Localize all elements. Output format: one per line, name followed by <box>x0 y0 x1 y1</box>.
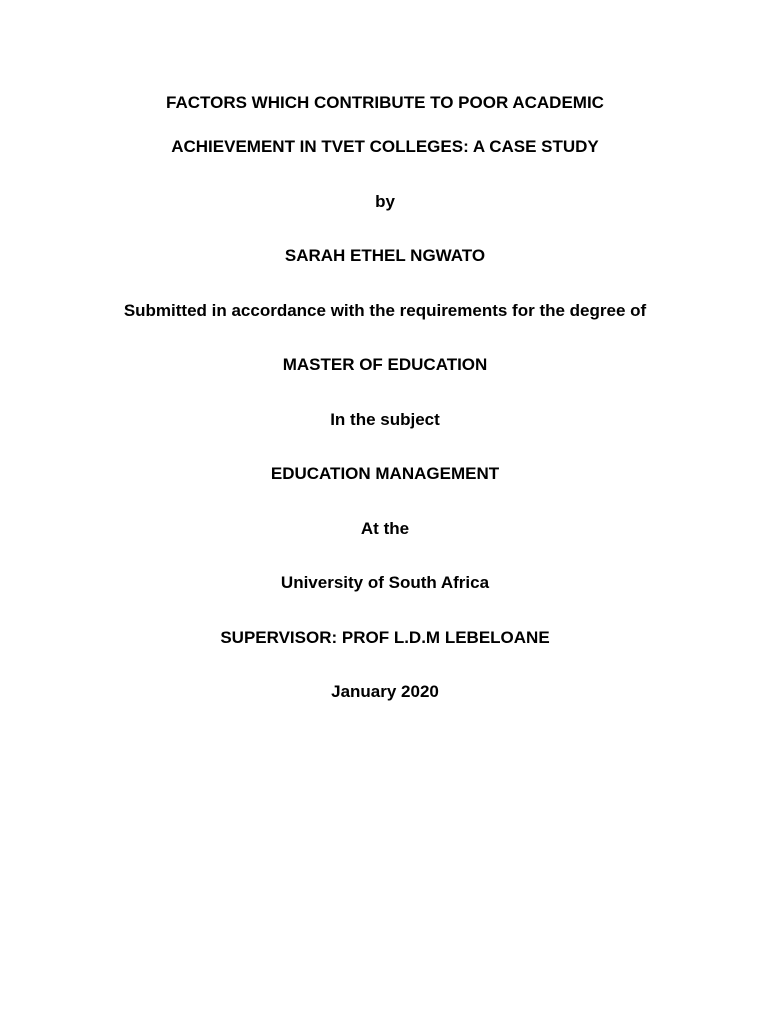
thesis-title-line-2: ACHIEVEMENT IN TVET COLLEGES: A CASE STUDY <box>171 137 599 156</box>
by-label: by <box>375 192 395 211</box>
subject-intro: In the subject <box>330 410 440 429</box>
subject-name: EDUCATION MANAGEMENT <box>270 464 500 483</box>
author-name: SARAH ETHEL NGWATO <box>284 246 486 265</box>
institution-intro: At the <box>360 519 410 538</box>
degree-name: MASTER OF EDUCATION <box>282 355 488 374</box>
thesis-title-line-1: FACTORS WHICH CONTRIBUTE TO POOR ACADEMIC <box>166 93 604 112</box>
supervisor-line: SUPERVISOR: PROF L.D.M LEBELOANE <box>220 628 550 647</box>
submission-date: January 2020 <box>331 682 439 701</box>
submission-statement: Submitted in accordance with the requirements for the degree of <box>123 301 647 320</box>
institution-name: University of South Africa <box>280 573 490 592</box>
